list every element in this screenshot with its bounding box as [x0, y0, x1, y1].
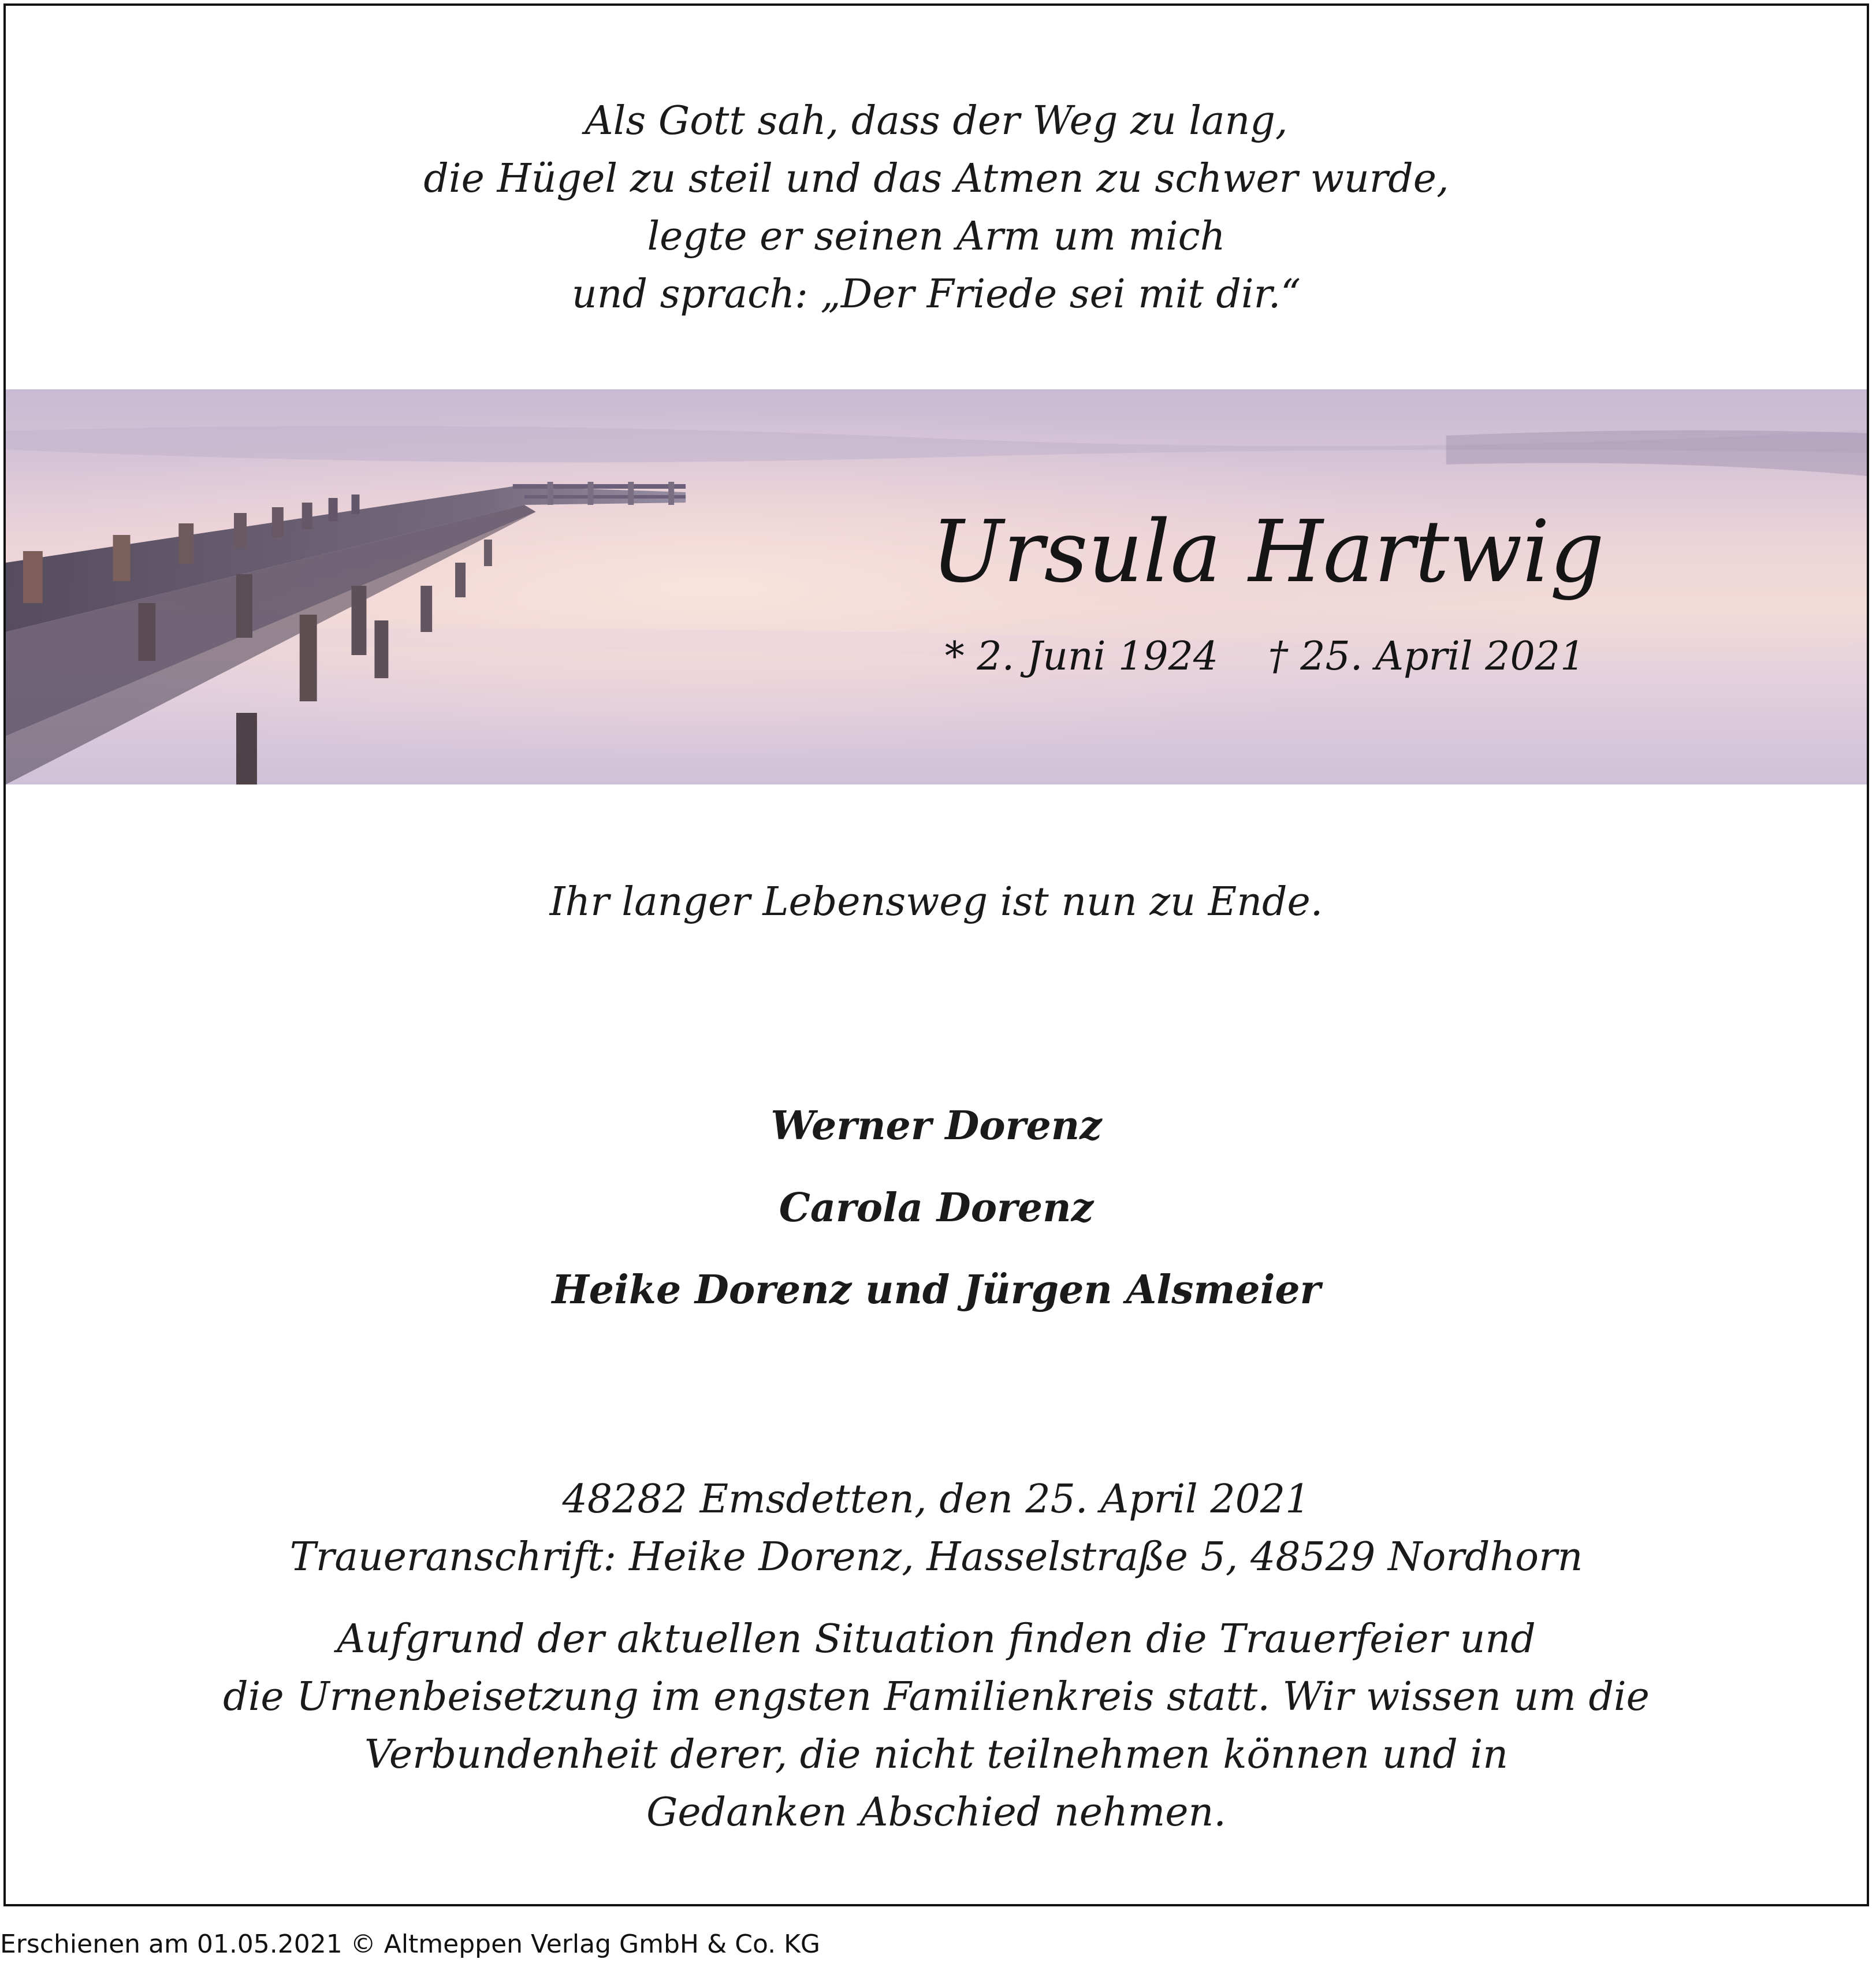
- mourner-name: Heike Dorenz und Jürgen Alsmeier: [552, 1267, 1321, 1313]
- place-date: 48282 Emsdetten, den 25. April 2021: [562, 1477, 1311, 1522]
- notice-line: Gedanken Abschied nehmen.: [646, 1790, 1226, 1835]
- life-dates: * 2. Juni 1924 † 25. April 2021: [944, 634, 1585, 679]
- mourning-address: Traueranschrift: Heike Dorenz, Hasselstraße 5, 48529 Nordhorn: [289, 1534, 1583, 1580]
- verse-line: und sprach: „Der Friede sei mit dir.“: [571, 272, 1301, 317]
- ceremony-notice: [6, 1611, 1867, 1842]
- tagline: Ihr langer Lebensweg ist nun zu Ende.: [549, 879, 1323, 925]
- notice-line: Verbundenheit derer, die nicht teilnehmen können und in: [364, 1732, 1508, 1778]
- verse-line: die Hügel zu steil und das Atmen zu schwer wurde,: [423, 156, 1449, 202]
- obituary-notice: [3, 3, 1869, 1906]
- mourner-name: Werner Dorenz: [770, 1103, 1102, 1149]
- verse-line: legte er seinen Arm um mich: [647, 214, 1226, 259]
- publication-footer: Erschienen am 01.05.2021 © Altmeppen Verlag GmbH & Co. KG: [0, 1929, 821, 1959]
- mourners-list: [6, 1085, 1867, 1331]
- mourner-name: Carola Dorenz: [779, 1185, 1094, 1231]
- notice-line: die Urnenbeisetzung im engsten Familienkreis statt. Wir wissen um die: [223, 1674, 1650, 1720]
- deceased-name: Ursula Hartwig: [931, 502, 1605, 601]
- verse-line: Als Gott sah, dass der Weg zu lang,: [585, 98, 1288, 144]
- notice-line: Aufgrund der aktuellen Situation finden die Trauerfeier und: [337, 1616, 1536, 1662]
- verse: [6, 92, 1867, 324]
